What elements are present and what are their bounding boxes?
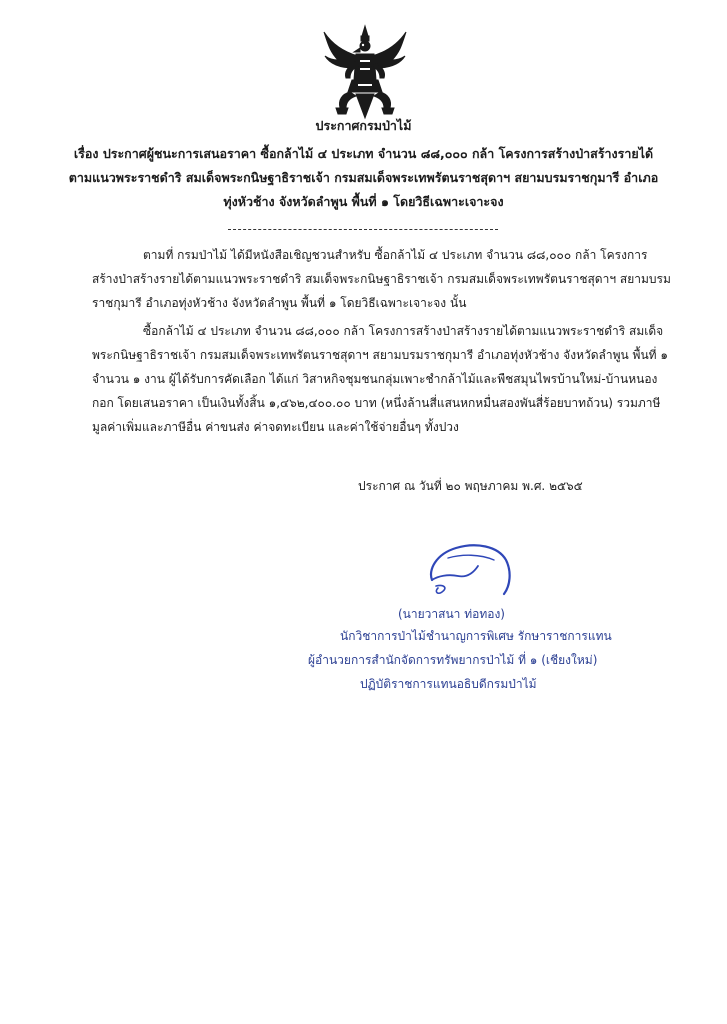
garuda-emblem-icon <box>320 22 410 122</box>
signatory-position-1: นักวิชาการป่าไม้ชำนาญการพิเศษ รักษาราชการแทน <box>340 629 612 643</box>
subject-line-1: เรื่อง ประกาศผู้ชนะการเสนอราคา ซื้อกล้าไม้ ๔ ประเภท จำนวน ๘๘,๐๐๐ กล้า โครงการสร้างป่าสร้างรายได้ <box>73 146 654 161</box>
subject-line-2: ตามแนวพระราชดำริ สมเด็จพระกนิษฐาธิราชเจ้า กรมสมเด็จพระเทพรัตนราชสุดาฯ สยามบรมราชกุมารี อำเภอ <box>68 170 659 185</box>
paragraph-2-line-3: จำนวน ๑ งาน ผู้ได้รับการคัดเลือก ได้แก่ วิสาหกิจชุมชนกลุ่มเพาะชำกล้าไม้และพืชสมุนไพรบ้านใหม่-บ้านหนอง <box>92 372 658 386</box>
subject-line-3: ทุ่งหัวช้าง จังหวัดลำพูน พื้นที่ ๑ โดยวิธีเฉพาะเจาะจง <box>223 194 504 209</box>
paragraph-2-line-5: มูลค่าเพิ่มและภาษีอื่น ค่าขนส่ง ค่าจดทะเบียน และค่าใช้จ่ายอื่นๆ ทั้งปวง <box>92 420 459 434</box>
paragraph-2-line-2: พระกนิษฐาธิราชเจ้า กรมสมเด็จพระเทพรัตนราชสุดาฯ สยามบรมราชกุมารี อำเภอทุ่งหัวช้าง จังหวัดลำพูน พื้นที่ ๑ <box>92 348 668 362</box>
signatory-position-2: ผู้อำนวยการสำนักจัดการทรัพยากรป่าไม้ ที่ ๑ (เชียงใหม่) <box>308 653 598 667</box>
paragraph-1-line-3: ราชกุมารี อำเภอทุ่งหัวช้าง จังหวัดลำพูน พื้นที่ ๑ โดยวิธีเฉพาะเจาะจง นั้น <box>92 296 467 310</box>
paragraph-1-line-1: ตามที่ กรมป่าไม้ ได้มีหนังสือเชิญชวนสำหรับ ซื้อกล้าไม้ ๔ ประเภท จำนวน ๘๘,๐๐๐ กล้า โครงการ <box>143 248 648 262</box>
paragraph-1-line-2: สร้างป่าสร้างรายได้ตามแนวพระราชดำริ สมเด็จพระกนิษฐาธิราชเจ้า กรมสมเด็จพระเทพรัตนราชสุดาฯ สยามบรม <box>92 272 671 286</box>
signatory-position-3: ปฏิบัติราชการแทนอธิบดีกรมป่าไม้ <box>360 677 537 691</box>
section-divider <box>228 229 498 230</box>
organization-title: ประกาศกรมป่าไม้ <box>315 118 412 133</box>
announcement-date: ประกาศ ณ วันที่ ๒๐ พฤษภาคม พ.ศ. ๒๕๖๕ <box>358 479 583 493</box>
paragraph-2-line-1: ซื้อกล้าไม้ ๔ ประเภท จำนวน ๘๘,๐๐๐ กล้า โครงการสร้างป่าสร้างรายได้ตามแนวพระราชดำริ สมเด็จ <box>143 324 664 338</box>
signatory-name: (นายวาสนา ท่อทอง) <box>398 607 505 621</box>
handwritten-signature <box>418 540 518 600</box>
paragraph-2-line-4: กอก โดยเสนอราคา เป็นเงินทั้งสิ้น ๑,๔๖๒,๔๐๐.๐๐ บาท (หนึ่งล้านสี่แสนหกหมื่นสองพันสี่ร้อยบาทถ้วน) รวมภาษี <box>92 396 661 410</box>
